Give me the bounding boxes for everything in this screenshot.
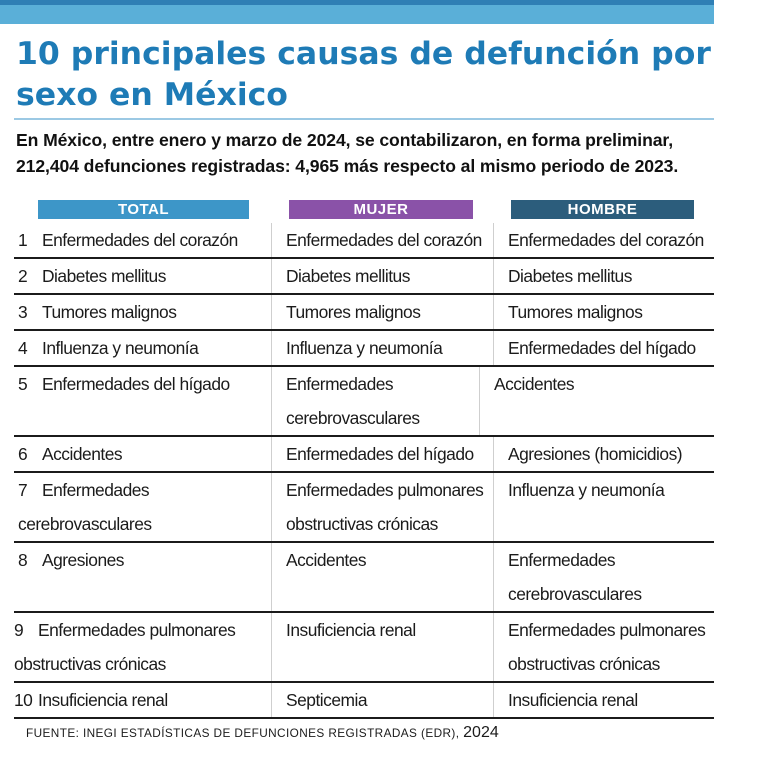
table-row	[14, 613, 714, 683]
total-cell	[14, 437, 271, 471]
rank-number: 10	[14, 690, 33, 710]
total-cell	[14, 223, 271, 257]
mujer-cell: Enfermedades pulmonares obstructivas crónicas	[271, 473, 493, 541]
header-hombre-cell	[493, 197, 714, 223]
table-row	[14, 295, 714, 331]
total-cause: Diabetes mellitus	[42, 266, 166, 286]
hombre-cell: Diabetes mellitus	[493, 259, 714, 293]
total-cell	[14, 331, 271, 365]
total-cell	[14, 543, 271, 611]
header-mujer: MUJER	[289, 200, 473, 219]
rank-number: 1	[18, 230, 28, 250]
total-cell	[14, 295, 271, 329]
table-row	[14, 367, 714, 437]
title-divider	[14, 118, 714, 120]
hombre-cell: Enfermedades del hígado	[493, 331, 714, 365]
mujer-cell: Influenza y neumonía	[271, 331, 493, 365]
table-row	[14, 223, 714, 259]
rank-number: 9	[14, 620, 24, 640]
total-cause: Tumores malignos	[42, 302, 177, 322]
hombre-cell: Agresiones (homicidios)	[493, 437, 714, 471]
hombre-cell: Tumores malignos	[493, 295, 714, 329]
source-year: 2024	[463, 724, 499, 741]
mujer-cell: Tumores malignos	[271, 295, 493, 329]
hombre-cell: Enfermedades del corazón	[493, 223, 714, 257]
total-cause: Influenza y neumonía	[42, 338, 199, 358]
header-hombre: HOMBRE	[511, 200, 694, 219]
hombre-cell: Enfermedades cerebrovasculares	[493, 543, 714, 611]
total-cell	[14, 473, 271, 541]
table-row	[14, 259, 714, 295]
table-row	[14, 331, 714, 367]
total-cause: Agresiones	[42, 550, 125, 570]
table-row	[14, 543, 714, 613]
table-header	[14, 197, 714, 223]
rank-number: 3	[18, 302, 28, 322]
rank-number: 6	[18, 444, 28, 464]
mujer-cell: Enfermedades del hígado	[271, 437, 493, 471]
total-cell	[14, 367, 271, 435]
page-title: 10 principales causas de defunción por sexo en México	[16, 36, 711, 113]
total-cell	[14, 683, 271, 717]
top-stripe	[0, 0, 714, 5]
total-cause: Enfermedades del hígado	[42, 374, 230, 394]
causes-table	[14, 197, 714, 719]
mujer-cell: Septicemia	[271, 683, 493, 717]
total-cause: Enfermedades pulmonares obstructivas crónicas	[14, 620, 236, 674]
table-row	[14, 473, 714, 543]
header-mujer-cell	[271, 197, 493, 223]
header-total-cell	[14, 197, 271, 223]
mujer-cell: Enfermedades cerebrovasculares	[271, 367, 479, 435]
hombre-cell: Insuficiencia renal	[493, 683, 714, 717]
rank-number: 4	[18, 338, 28, 358]
total-cell	[14, 613, 271, 681]
mujer-cell: Insuficiencia renal	[271, 613, 493, 681]
intro-paragraph: En México, entre enero y marzo de 2024, se contabilizaron, en forma preliminar, 212,404 defunciones registradas: 4,965 más respecto al mismo periodo de 2023.	[16, 130, 679, 176]
total-cell	[14, 259, 271, 293]
rank-number: 5	[18, 374, 28, 394]
total-cause: Insuficiencia renal	[38, 690, 168, 710]
hombre-cell: Influenza y neumonía	[493, 473, 714, 541]
source-text: FUENTE: INEGI ESTADÍSTICAS DE DEFUNCIONES REGISTRADAS (EDR),	[26, 726, 460, 740]
mujer-cell: Accidentes	[271, 543, 493, 611]
table-row	[14, 683, 714, 719]
table-row	[14, 437, 714, 473]
header-total: TOTAL	[38, 200, 249, 219]
top-color-bar	[0, 0, 714, 24]
rank-number: 8	[18, 550, 28, 570]
source-note	[26, 724, 499, 742]
hombre-cell: Accidentes	[479, 367, 700, 435]
rank-number: 2	[18, 266, 28, 286]
total-cause: Accidentes	[42, 444, 123, 464]
total-cause: Enfermedades cerebrovasculares	[18, 480, 152, 534]
rank-number: 7	[18, 480, 28, 500]
hombre-cell: Enfermedades pulmonares obstructivas crónicas	[493, 613, 714, 681]
mujer-cell: Enfermedades del corazón	[271, 223, 493, 257]
mujer-cell: Diabetes mellitus	[271, 259, 493, 293]
total-cause: Enfermedades del corazón	[42, 230, 238, 250]
